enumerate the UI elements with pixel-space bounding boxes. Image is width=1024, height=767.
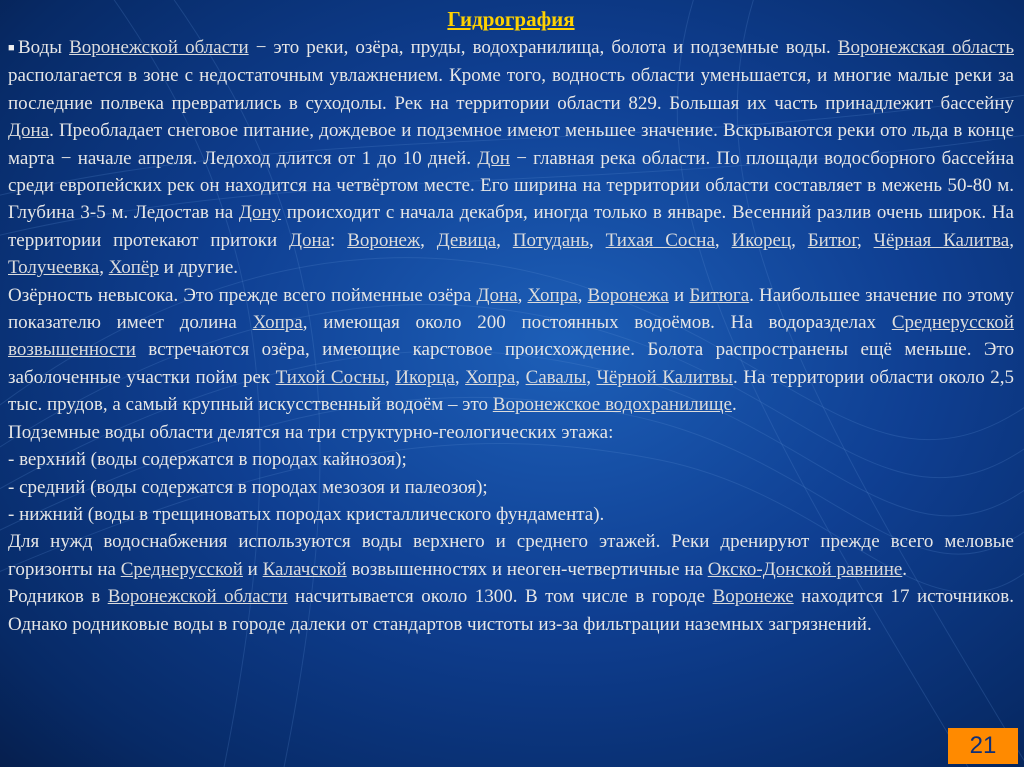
text: , bbox=[517, 284, 528, 306]
text: , bbox=[496, 229, 513, 251]
text: . Наибольшее значение по этому показателю имеет долина bbox=[8, 284, 1015, 334]
text: располагается в зоне с недостаточным увлажнением. Кроме того, водность области уменьшается, и многие малые реки за последние полвека превратились в суходолы. Рек на территории области 829. Большая их часть принадлежит бассейну bbox=[8, 65, 1014, 114]
link-savala[interactable]: Савалы bbox=[525, 366, 587, 388]
link-kalach-upland[interactable]: Калачской bbox=[262, 558, 347, 580]
link-don[interactable]: Дон bbox=[477, 147, 510, 169]
text: Родников в bbox=[8, 586, 108, 608]
link-chyornaya-kalitva[interactable]: Чёрной Калитвы bbox=[596, 366, 733, 388]
list-item-lower: - нижний (воды в трещиноватых породах кристаллического фундамента). bbox=[8, 503, 605, 525]
link-khopyor[interactable]: Хопра bbox=[527, 284, 578, 306]
text: и bbox=[242, 558, 263, 580]
paragraph-groundwater-intro: Подземные воды области делятся на три структурно-геологических этажа: bbox=[8, 421, 614, 443]
link-khopyor[interactable]: Хопра bbox=[252, 312, 303, 334]
text: : bbox=[330, 229, 348, 251]
link-potudan[interactable]: Потудань bbox=[512, 229, 589, 251]
text: Воды bbox=[17, 37, 70, 58]
text: , bbox=[714, 229, 732, 251]
text: , bbox=[384, 366, 396, 388]
text: Для нужд водоснабжения используются воды верхнего и среднего этажей. Реки дренируют прежде всего меловые горизонты на bbox=[8, 531, 1014, 580]
page-number-badge: 21 bbox=[948, 728, 1018, 764]
text: . bbox=[902, 558, 908, 580]
link-bityug[interactable]: Битюга bbox=[689, 284, 750, 306]
text: находится 17 источников. Однако родниковые воды в городе далеки от стандартов чистоты из-за фильтрации наземных загрязнений. bbox=[8, 586, 1014, 635]
text: , bbox=[856, 229, 874, 251]
link-voronezh-oblast[interactable]: Воронежская область bbox=[837, 37, 1014, 58]
link-khopyor[interactable]: Хопра bbox=[465, 366, 516, 388]
text: , bbox=[589, 229, 606, 251]
text: . Преобладает снеговое питание, дождевое и подземное имеют меньшее значение. Вскрываются реки ото льда в конце марта − начале апреля. Ледоход длится от 1 до 10 дней. bbox=[8, 120, 1014, 169]
slide-content bbox=[8, 4, 1014, 638]
text: Озёрность невысока. Это прежде всего пойменные озёра bbox=[8, 284, 477, 306]
link-voronezh-river[interactable]: Воронеж bbox=[347, 229, 421, 251]
link-voronezh-oblast[interactable]: Воронежской области bbox=[69, 37, 249, 58]
text: возвышенностях и неоген-четвертичные на bbox=[346, 558, 708, 580]
text: и другие. bbox=[158, 257, 239, 279]
text: − главная река области. По площади водосборного бассейна среди европейских рек он находится на четвёртом месте. Его ширина на территории области составляет в межень 50-80 м. Глубина 3-5 м. Ледостав на bbox=[8, 147, 1015, 224]
text: − это реки, озёра, пруды, водохранилища, болота и подземные воды. bbox=[248, 37, 838, 58]
link-voronezh-oblast[interactable]: Воронежской области bbox=[107, 586, 288, 608]
link-tikhaya-sosna[interactable]: Тихой Сосны bbox=[275, 366, 385, 388]
text: встречаются озёра, имеющие карстовое происхождение. Болота распространены ещё меньше. Это заболоченные участки пойм рек bbox=[8, 339, 1014, 388]
text: , bbox=[577, 284, 588, 306]
paragraph-water-supply bbox=[8, 528, 1014, 583]
link-khopyor[interactable]: Хопёр bbox=[108, 257, 159, 279]
link-ikorets[interactable]: Икорец bbox=[731, 229, 792, 251]
text: , bbox=[515, 366, 526, 388]
paragraph-lakes bbox=[8, 282, 1014, 419]
text: , имеющая около 200 постоянных водоёмов. На водоразделах bbox=[302, 312, 892, 334]
link-don[interactable]: Дона bbox=[476, 284, 518, 306]
link-don[interactable]: Дона bbox=[288, 229, 331, 251]
link-ikorets[interactable]: Икорца bbox=[395, 366, 455, 388]
link-voronezh-reservoir[interactable]: Воронежское водохранилище bbox=[492, 394, 732, 416]
list-item-upper: - верхний (воды содержатся в породах кайнозоя); bbox=[8, 449, 407, 471]
text: . bbox=[731, 394, 737, 416]
link-central-russian-upland[interactable]: Среднерусской возвышенности bbox=[8, 312, 1014, 361]
link-voronezh-river[interactable]: Воронежа bbox=[587, 284, 669, 306]
link-central-russian-upland[interactable]: Среднерусской bbox=[120, 558, 243, 580]
link-bityug[interactable]: Битюг bbox=[807, 229, 857, 251]
link-devitsa[interactable]: Девица bbox=[436, 229, 497, 251]
link-don[interactable]: Дона bbox=[8, 120, 50, 142]
square-bullet-icon: ■ bbox=[8, 42, 17, 54]
link-chyornaya-kalitva[interactable]: Чёрная Калитва bbox=[873, 229, 1010, 251]
link-toluchеevka[interactable]: Толучеевка bbox=[8, 257, 100, 279]
list-item-middle: - средний (воды содержатся в породах мезозоя и палеозоя); bbox=[8, 476, 488, 498]
paragraph-springs bbox=[8, 583, 1014, 638]
text: , bbox=[1009, 229, 1014, 251]
text: , bbox=[420, 229, 437, 251]
link-tikhaya-sosna[interactable]: Тихая Сосна bbox=[605, 229, 715, 251]
slide-title: Гидрография bbox=[447, 7, 575, 31]
text: , bbox=[791, 229, 808, 251]
text: . На территории области около 2,5 тыс. прудов, а самый крупный искусственный водоём – это bbox=[8, 366, 1015, 416]
text: , bbox=[99, 257, 109, 279]
text: насчитывается около 1300. В том числе в городе bbox=[287, 586, 713, 608]
text: и bbox=[668, 284, 690, 306]
text: происходит с начала декабря, иногда только в январе. Весенний разлив очень широк. На территории протекают притоки bbox=[8, 202, 1014, 251]
link-don[interactable]: Дону bbox=[238, 202, 282, 224]
text: , bbox=[586, 366, 597, 388]
text: , bbox=[454, 366, 466, 388]
link-oka-don-plain[interactable]: Окско-Донской равнине bbox=[707, 558, 903, 580]
link-voronezh-city[interactable]: Воронеже bbox=[712, 586, 794, 608]
paragraph-rivers bbox=[8, 34, 1014, 282]
